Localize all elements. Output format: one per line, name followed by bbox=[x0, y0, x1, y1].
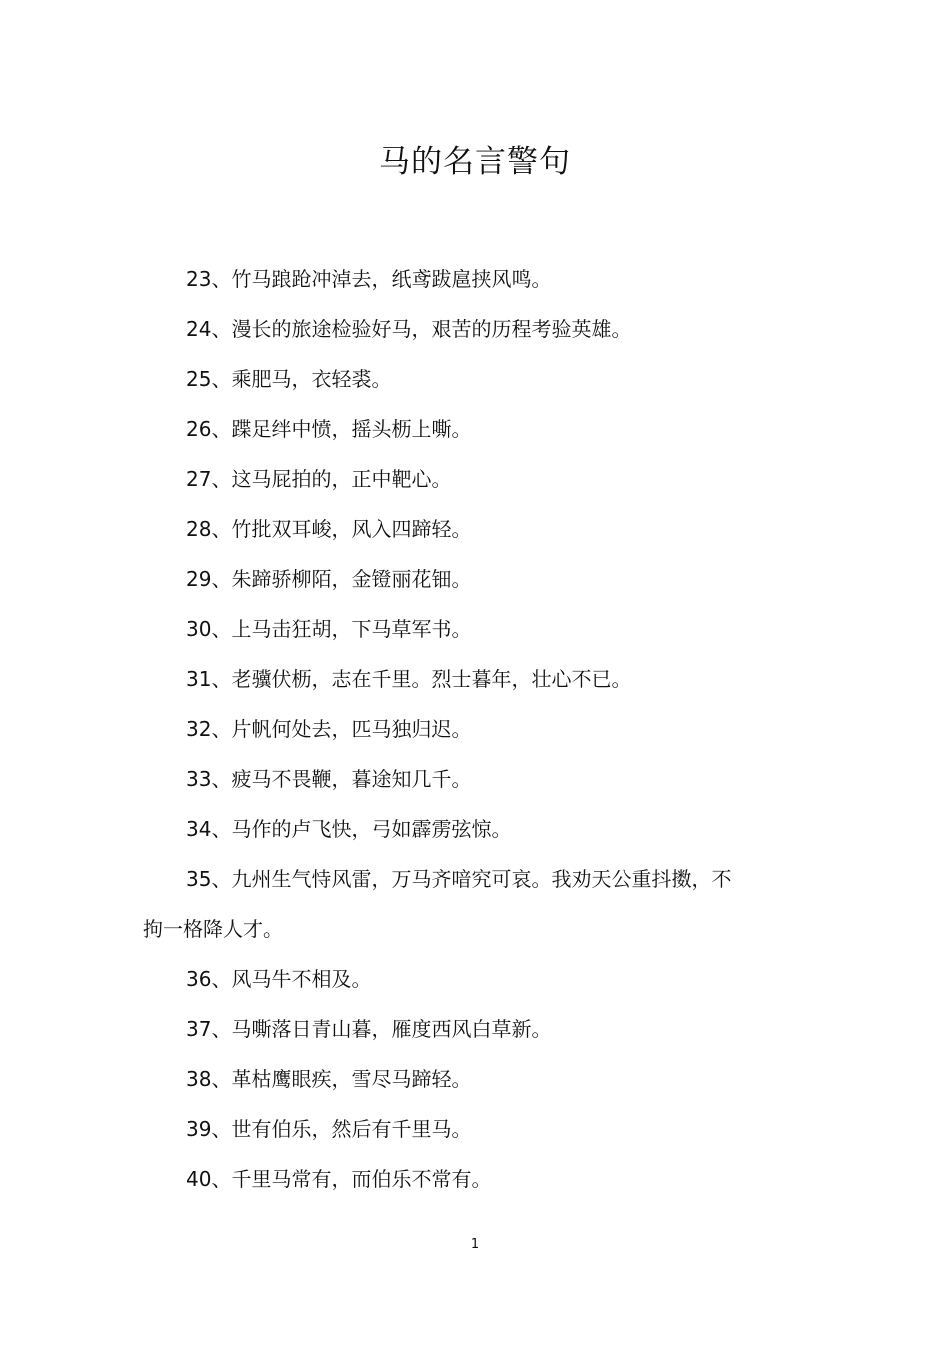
item-number: 31 bbox=[186, 667, 212, 691]
item-number: 34 bbox=[186, 817, 212, 841]
page-number: 1 bbox=[470, 1237, 480, 1252]
item-separator: 、 bbox=[211, 1167, 232, 1191]
list-item bbox=[143, 1054, 765, 1104]
item-number: 26 bbox=[186, 417, 212, 441]
item-line-1 bbox=[143, 854, 765, 904]
item-text: 蹀足绊中愤，摇头枥上嘶。 bbox=[231, 417, 472, 441]
list-item bbox=[143, 1104, 765, 1154]
item-separator: 、 bbox=[211, 867, 232, 891]
item-number: 25 bbox=[186, 367, 212, 391]
item-separator: 、 bbox=[211, 417, 232, 441]
item-text: 老骥伏枥，志在千里。烈士暮年，壮心不已。 bbox=[231, 667, 632, 691]
item-separator: 、 bbox=[211, 467, 232, 491]
item-number: 40 bbox=[186, 1167, 212, 1191]
item-number: 35 bbox=[186, 867, 212, 891]
item-text: 马嘶落日青山暮，雁度西风白草新。 bbox=[231, 1017, 552, 1041]
item-text: 疲马不畏鞭，暮途知几千。 bbox=[231, 767, 472, 791]
item-number: 32 bbox=[186, 717, 212, 741]
list-item bbox=[143, 554, 765, 604]
list-item bbox=[143, 254, 765, 304]
item-number: 28 bbox=[186, 517, 212, 541]
list-item bbox=[143, 454, 765, 504]
list-item bbox=[143, 954, 765, 1004]
list-item bbox=[143, 804, 765, 854]
item-separator: 、 bbox=[211, 717, 232, 741]
item-separator: 、 bbox=[211, 767, 232, 791]
item-number: 23 bbox=[186, 267, 212, 291]
item-number: 27 bbox=[186, 467, 212, 491]
page-title: 马的名言警句 bbox=[379, 144, 571, 180]
item-separator: 、 bbox=[211, 1017, 232, 1041]
item-text: 千里马常有，而伯乐不常有。 bbox=[231, 1167, 492, 1191]
list-item bbox=[143, 704, 765, 754]
item-text: 朱蹄骄柳陌，金镫丽花钿。 bbox=[231, 567, 472, 591]
list-item bbox=[143, 504, 765, 554]
list-item bbox=[143, 1004, 765, 1054]
item-number: 38 bbox=[186, 1067, 212, 1091]
item-separator: 、 bbox=[211, 317, 232, 341]
item-separator: 、 bbox=[211, 1117, 232, 1141]
item-separator: 、 bbox=[211, 1067, 232, 1091]
item-number: 24 bbox=[186, 317, 212, 341]
item-number: 30 bbox=[186, 617, 212, 641]
item-separator: 、 bbox=[211, 617, 232, 641]
list-item bbox=[143, 1154, 765, 1204]
quote-list bbox=[143, 254, 765, 1204]
list-item bbox=[143, 404, 765, 454]
item-number: 37 bbox=[186, 1017, 212, 1041]
item-separator: 、 bbox=[211, 967, 232, 991]
list-item bbox=[143, 754, 765, 804]
item-line-2: 拘一格降人才。 bbox=[143, 917, 283, 941]
list-item bbox=[143, 854, 765, 954]
item-text: 风马牛不相及。 bbox=[231, 967, 372, 991]
item-text: 革枯鹰眼疾，雪尽马蹄轻。 bbox=[231, 1067, 472, 1091]
item-text: 漫长的旅途检验好马，艰苦的历程考验英雄。 bbox=[231, 317, 632, 341]
item-separator: 、 bbox=[211, 267, 232, 291]
item-separator: 、 bbox=[211, 517, 232, 541]
item-text: 乘肥马，衣轻裘。 bbox=[231, 367, 392, 391]
item-number: 39 bbox=[186, 1117, 212, 1141]
item-separator: 、 bbox=[211, 367, 232, 391]
list-item bbox=[143, 304, 765, 354]
item-text: 片帆何处去，匹马独归迟。 bbox=[231, 717, 472, 741]
list-item bbox=[143, 354, 765, 404]
item-number: 36 bbox=[186, 967, 212, 991]
item-number: 33 bbox=[186, 767, 212, 791]
item-number: 29 bbox=[186, 567, 212, 591]
list-item bbox=[143, 604, 765, 654]
item-text: 世有伯乐，然后有千里马。 bbox=[231, 1117, 472, 1141]
item-text: 九州生气恃风雷，万马齐喑究可哀。我劝天公重抖擞，不 bbox=[231, 867, 732, 891]
item-text: 上马击狂胡，下马草军书。 bbox=[231, 617, 472, 641]
item-text: 竹马踉跄冲淖去，纸鸢跋扈挟风鸣。 bbox=[231, 267, 552, 291]
item-text: 马作的卢飞快，弓如霹雳弦惊。 bbox=[231, 817, 512, 841]
item-separator: 、 bbox=[211, 667, 232, 691]
item-text: 竹批双耳峻，风入四蹄轻。 bbox=[231, 517, 472, 541]
item-separator: 、 bbox=[211, 567, 232, 591]
item-separator: 、 bbox=[211, 817, 232, 841]
item-text: 这马屁拍的，正中靶心。 bbox=[231, 467, 452, 491]
list-item bbox=[143, 654, 765, 704]
